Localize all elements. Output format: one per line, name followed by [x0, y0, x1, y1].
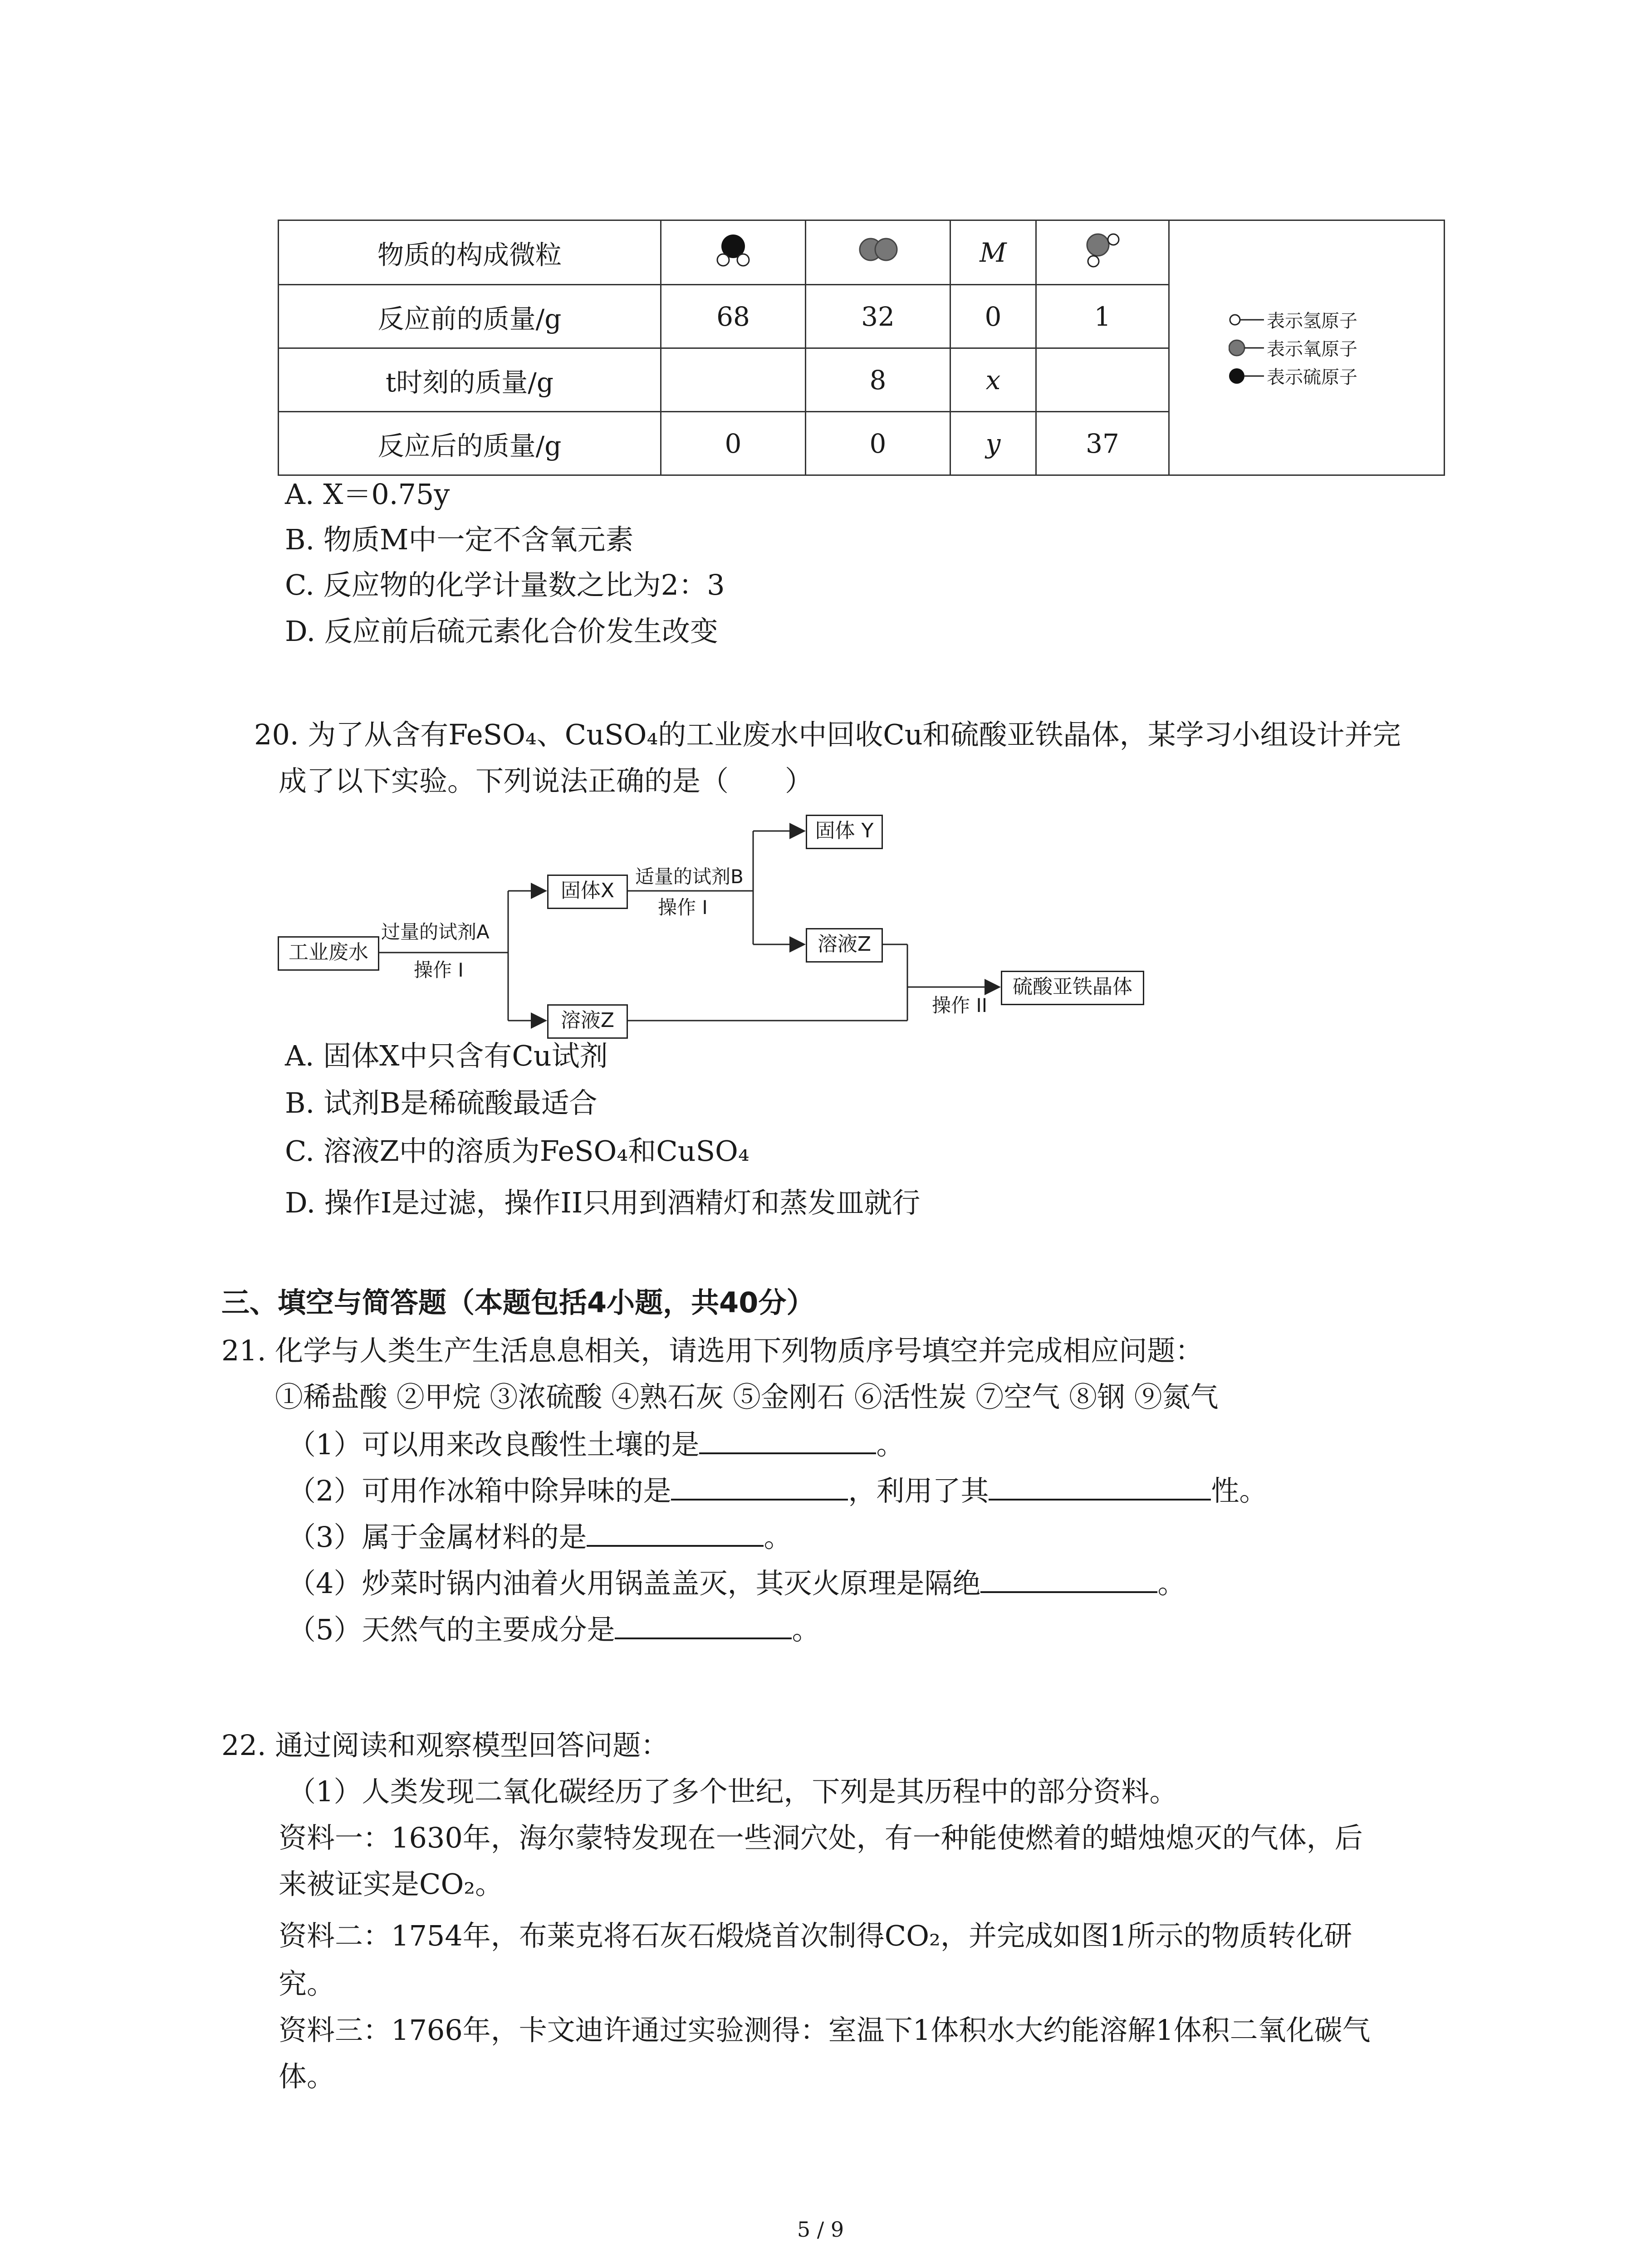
q22-part1: （1）人类发现二氧化碳经历了多个世纪，下列是其历程中的部分资料。	[288, 1775, 1178, 1808]
q19-option-c: C. 反应物的化学计量数之比为2：3	[285, 568, 725, 601]
q22-r1-line1: 资料一：1630年，海尔蒙特发现在一些洞穴处，有一种能使燃着的蜡烛熄灭的气体，后	[279, 1821, 1363, 1854]
answer-blank[interactable]	[587, 1518, 764, 1547]
flow-reagent-b: 适量的试剂B	[635, 865, 744, 888]
answer-blank[interactable]	[671, 1471, 848, 1501]
section3-title: 三、填空与简答题（本题包括4小题，共40分）	[221, 1286, 815, 1319]
flow-crystal: 硫酸亚铁晶体	[1001, 971, 1144, 1005]
legend-oxygen: 表示氧原子	[1229, 334, 1444, 362]
page-number: 5 / 9	[797, 2217, 844, 2242]
table-row: 反应前的质量/g 68 32 0 1	[279, 285, 1445, 348]
table-row: t时刻的质量/g 8 x	[279, 348, 1445, 412]
legend-hydrogen: 表示氢原子	[1229, 306, 1444, 334]
q22-r3-line2: 体。	[279, 2060, 335, 2093]
answer-blank[interactable]	[615, 1610, 792, 1639]
q21-stem: 21. 化学与人类生产生活息息相关，请选用下列物质序号填空并完成相应问题：	[221, 1334, 1204, 1367]
q22-r2-line2: 究。	[279, 1967, 335, 2000]
q20-option-d: D. 操作I是过滤，操作II只用到酒精灯和蒸发皿就行	[285, 1186, 921, 1219]
q20-option-a: A. 固体X中只含有Cu试剂	[285, 1039, 608, 1072]
legend-sulfur: 表示硫原子	[1229, 362, 1444, 390]
q22-stem: 22. 通过阅读和观察模型回答问题：	[221, 1729, 669, 1762]
q19-option-d: D. 反应前后硫元素化合价发生改变	[285, 615, 718, 648]
q21-sub3: （3）属于金属材料的是 。	[288, 1518, 792, 1555]
m-label: M	[950, 220, 1036, 285]
q19-option-b: B. 物质M中一定不含氧元素	[285, 523, 634, 556]
table-header-label: 物质的构成微粒	[279, 220, 661, 285]
flow-op2: 操作 II	[932, 994, 988, 1017]
q20-stem-line2: 成了以下实验。下列说法正确的是（ ）	[279, 764, 813, 797]
q19-option-a: A. X＝0.75y	[285, 478, 450, 511]
flow-op1-b: 操作 I	[658, 896, 708, 919]
q21-choices: ①稀盐酸 ②甲烷 ③浓硫酸 ④熟石灰 ⑤金刚石 ⑥活性炭 ⑦空气 ⑧钢 ⑨氮气	[275, 1380, 1219, 1413]
q20-option-b: B. 试剂B是稀硫酸最适合	[285, 1086, 598, 1119]
q21-sub5: （5）天然气的主要成分是 。	[288, 1610, 820, 1648]
flow-waste-water: 工业废水	[278, 936, 379, 971]
answer-blank[interactable]	[699, 1425, 876, 1454]
q21-sub1: （1）可以用来改良酸性土壤的是 。	[288, 1425, 904, 1463]
q20-stem-line1: 20. 为了从含有FeSO₄、CuSO₄的工业废水中回收Cu和硫酸亚铁晶体，某学习小组设计并完	[254, 718, 1401, 751]
flow-op1-a: 操作 I	[414, 959, 464, 981]
flow-reagent-a: 过量的试剂A	[381, 921, 490, 943]
q22-r1-line2: 来被证实是CO₂。	[279, 1867, 504, 1901]
flow-solution-z-upper: 溶液Z	[806, 928, 883, 963]
q21-sub2: （2）可用作冰箱中除异味的是 ，利用了其 性。	[288, 1471, 1267, 1509]
answer-blank[interactable]	[980, 1564, 1157, 1593]
flow-solution-z-lower: 溶液Z	[547, 1004, 628, 1039]
table-row: 反应后的质量/g 0 0 y 37	[279, 412, 1445, 475]
q21-sub4: （4）炒菜时锅内油着火用锅盖盖灭，其灭火原理是隔绝 。	[288, 1564, 1185, 1602]
q20-option-c: C. 溶液Z中的溶质为FeSO₄和CuSO₄	[285, 1134, 749, 1168]
answer-blank[interactable]	[989, 1471, 1211, 1501]
q22-r2-line1: 资料二：1754年，布莱克将石灰石煅烧首次制得CO₂，并完成如图1所示的物质转化研	[279, 1919, 1352, 1952]
q22-r3-line1: 资料三：1766年，卡文迪许通过实验测得：室温下1体积水大约能溶解1体积二氧化碳气	[279, 2014, 1371, 2047]
flow-solid-x: 固体X	[547, 875, 628, 909]
flow-solid-y: 固体 Y	[806, 815, 883, 849]
